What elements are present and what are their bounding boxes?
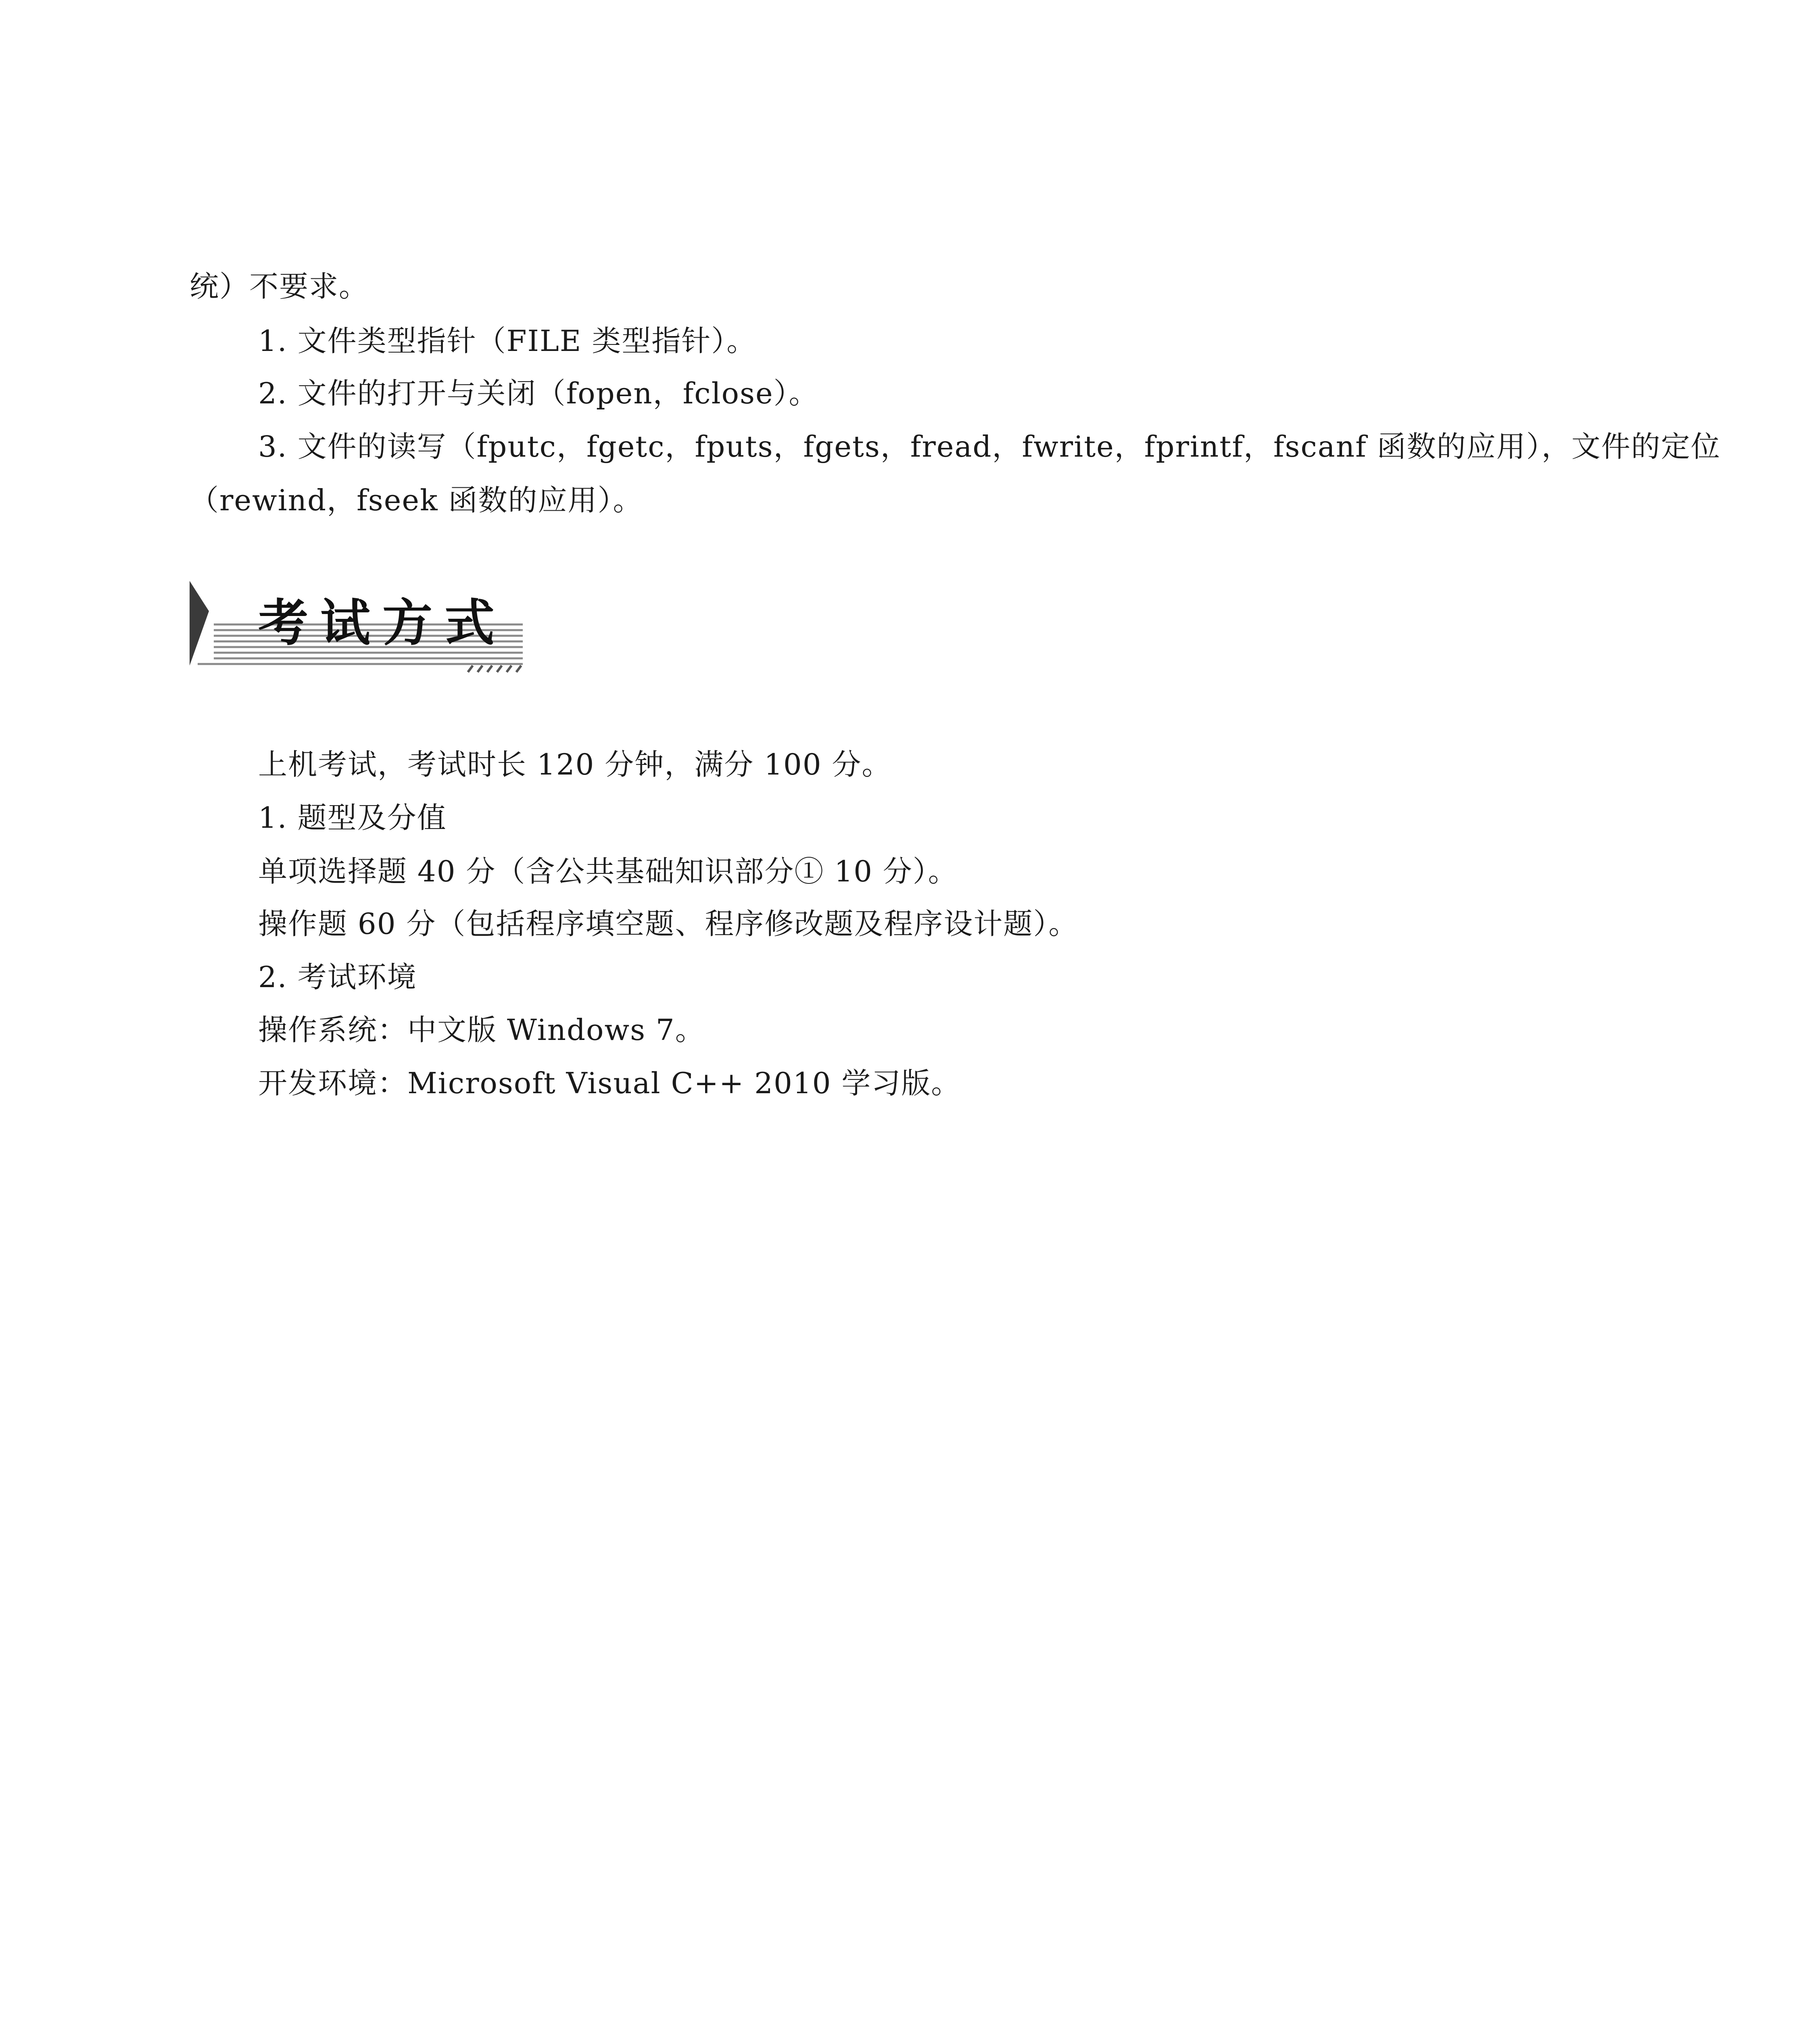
section-line-2: 1. 题型及分值 (258, 801, 447, 835)
section-title: 考试方式 (258, 594, 507, 652)
body-line-4: 3. 文件的读写（fputc，fgetc，fputs，fgets，fread，fwrite，fprintf，fscanf 函数的应用），文件的定位 (258, 430, 1721, 464)
body-line-1: 统）不要求。 (190, 269, 369, 303)
section-line-7: 开发环境：Microsoft Visual C++ 2010 学习版。 (258, 1066, 961, 1100)
section-heading (190, 573, 524, 674)
body-line-5: （rewind，fseek 函数的应用）。 (190, 483, 643, 517)
section-line-6: 操作系统：中文版 Windows 7。 (258, 1013, 705, 1047)
body-line-3: 2. 文件的打开与关闭（fopen，fclose）。 (258, 376, 819, 410)
section-line-4: 操作题 60 分（包括程序填空题、程序修改题及程序设计题）。 (258, 907, 1079, 941)
section-line-5: 2. 考试环境 (258, 960, 417, 994)
section-line-1: 上机考试，考试时长 120 分钟，满分 100 分。 (258, 748, 892, 781)
section-line-3: 单项选择题 40 分（含公共基础知识部分① 10 分）。 (258, 854, 958, 888)
body-line-2: 1. 文件类型指针（FILE 类型指针）。 (258, 324, 757, 358)
